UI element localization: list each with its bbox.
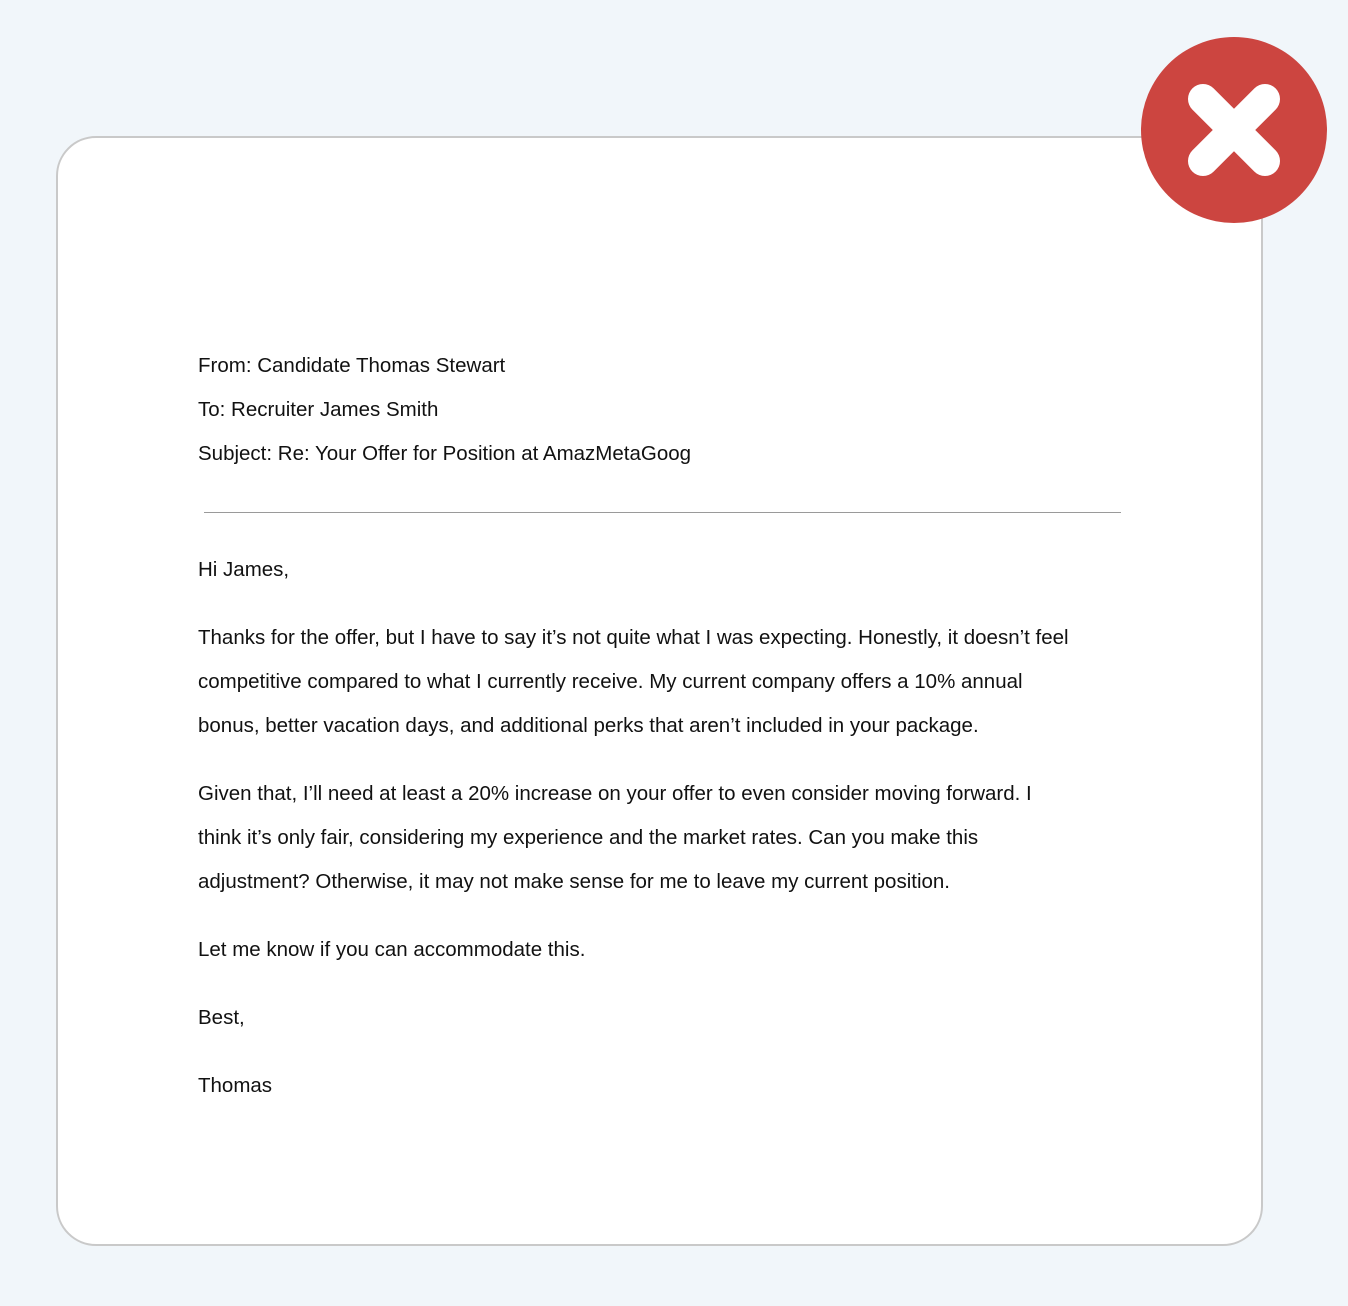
paragraph-3: Let me know if you can accommodate this. (198, 938, 586, 961)
reject-badge (1141, 37, 1327, 223)
paragraph-2 (198, 772, 1158, 904)
close-icon (1141, 37, 1327, 223)
signature: Thomas (198, 1074, 273, 1097)
signoff: Best, (198, 1006, 245, 1029)
paragraph-1-line: bonus, better vacation days, and additional perks that aren’t included in your package. (198, 714, 979, 737)
header-divider (204, 512, 1121, 513)
paragraph-1-line: competitive compared to what I currently receive. My current company offers a 10% annual (198, 670, 1023, 693)
paragraph-2-line: Given that, I’ll need at least a 20% increase on your offer to even consider moving forward. I (198, 782, 1032, 805)
subject-line: Subject: Re: Your Offer for Position at AmazMetaGoog (198, 442, 692, 465)
from-line: From: Candidate Thomas Stewart (198, 354, 506, 377)
email-card (56, 136, 1263, 1246)
greeting: Hi James, (198, 558, 290, 581)
paragraph-2-line: adjustment? Otherwise, it may not make sense for me to leave my current position. (198, 870, 950, 893)
paragraph-1 (198, 616, 1158, 748)
paragraph-1-line: Thanks for the offer, but I have to say it’s not quite what I was expecting. Honestly, it doesn’t feel (198, 626, 1069, 649)
email-header (198, 344, 1138, 476)
email-body (198, 548, 1158, 1132)
to-line: To: Recruiter James Smith (198, 398, 439, 421)
paragraph-2-line: think it’s only fair, considering my experience and the market rates. Can you make this (198, 826, 979, 849)
